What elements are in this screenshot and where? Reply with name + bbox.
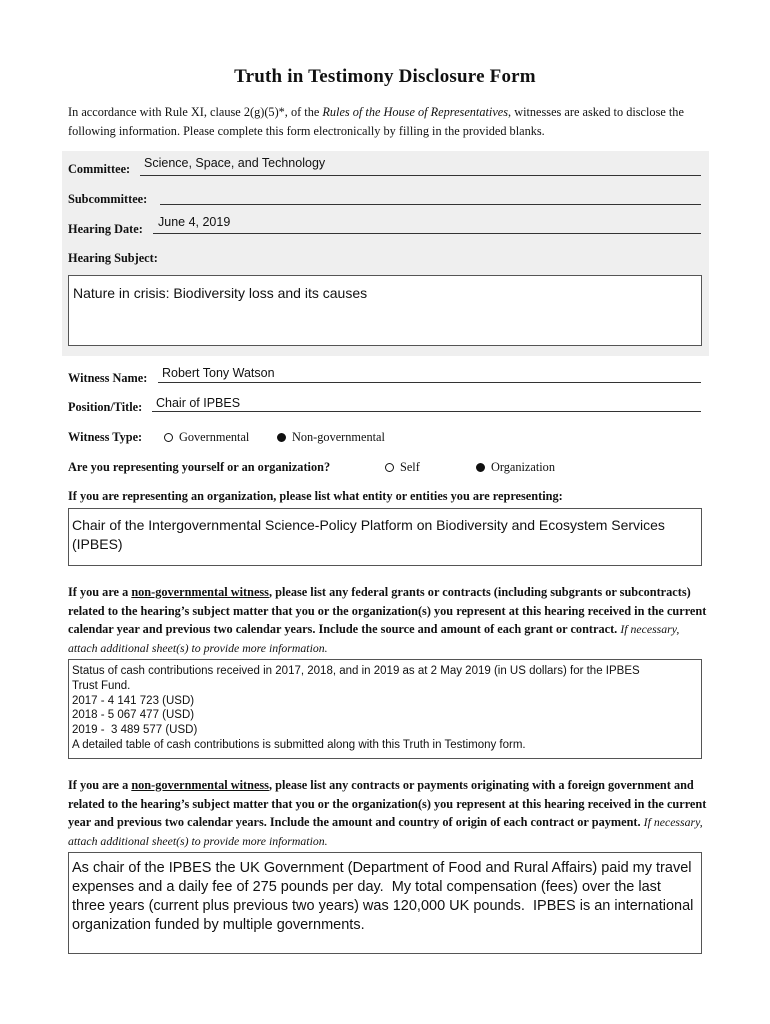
fg-answer-line: 2017 - 4 141 723 (USD) <box>72 694 195 707</box>
witness-name-field[interactable]: Robert Tony Watson <box>162 366 275 380</box>
subcommittee-label: Subcommittee: <box>68 192 148 206</box>
fg-q-body: , please list any federal grants or contracts (including subgrants or subcontracts) related to the hearing’s subject matter that you or the organization(s) you represent at this hearing received in the current calendar year and previous two calendar years. Include the source and amount of each grant or contract. <box>68 585 707 636</box>
position-title-field-underline <box>152 411 701 412</box>
witness-name-field-underline <box>158 382 701 383</box>
radio-unchecked-icon[interactable] <box>164 433 173 442</box>
position-title-field[interactable]: Chair of IPBES <box>156 396 241 410</box>
hearing-date-label: Hearing Date: <box>68 222 143 236</box>
organization-label: Organization <box>491 460 555 474</box>
fp-q-prefix: If you are a <box>68 778 132 792</box>
radio-checked-icon[interactable] <box>277 433 286 442</box>
witness-type-label: Witness Type: <box>68 430 143 444</box>
intro-rules-title: Rules of the House of Representatives <box>322 105 509 119</box>
hearing-subject-label: Hearing Subject: <box>68 251 158 265</box>
fg-answer-line: Trust Fund. <box>72 679 131 692</box>
entities-field[interactable]: Chair of the Intergovernmental Science-Policy Platform on Biodiversity and Ecosystem Services (IPBES) <box>68 508 702 566</box>
fg-q-italic: If necessary, attach additional sheet(s) to provide more information. <box>68 622 680 655</box>
witness-type-non-governmental-option[interactable] <box>277 430 385 445</box>
radio-unchecked-icon[interactable] <box>385 463 394 472</box>
fp-q-underlined: non-governmental witness <box>131 778 269 792</box>
self-label: Self <box>400 460 420 474</box>
fg-answer-line: Status of cash contributions received in 2017, 2018, and in 2019 as at 2 May 2019 (in US dollars) for the IPBES <box>72 665 640 677</box>
fg-q-underlined: non-governmental witness <box>131 585 269 599</box>
fg-answer-line: 2018 - 5 067 477 (USD) <box>72 709 195 722</box>
representing-organization-option[interactable] <box>476 460 555 475</box>
fp-q-italic: If necessary, attach additional sheet(s) to provide more information. <box>68 815 703 848</box>
entities-question: If you are representing an organization, please list what entity or entities you are representing: <box>68 489 563 503</box>
fg-answer-line: A detailed table of cash contributions is submitted along with this Truth in Testimony form. <box>72 738 526 751</box>
committee-label: Committee: <box>68 162 131 176</box>
position-title-label: Position/Title: <box>68 400 143 414</box>
federal-grants-question <box>68 583 708 657</box>
witness-name-label: Witness Name: <box>68 371 148 385</box>
hearing-date-field[interactable]: June 4, 2019 <box>158 215 231 229</box>
foreign-payments-question <box>68 776 708 850</box>
intro-part1: In accordance with Rule XI, clause 2(g)(5)*, of the <box>68 105 323 119</box>
hearing-subject-field[interactable]: Nature in crisis: Biodiversity loss and its causes <box>68 275 702 346</box>
foreign-payments-field[interactable]: As chair of the IPBES the UK Government (Department of Food and Rural Affairs) paid my travel expenses and a daily fee of 275 pounds per day. My total compensation (fees) over the last three years (current plus previous two years) was 120,000 UK pounds. IPBES is an international organization funded by multiple governments. <box>68 852 702 954</box>
representing-question: Are you representing yourself or an organization? <box>68 460 331 474</box>
fg-answer-line: 2019 - 3 489 577 (USD) <box>72 724 198 737</box>
form-title: Truth in Testimony Disclosure Form <box>234 66 536 87</box>
committee-field[interactable]: Science, Space, and Technology <box>144 156 326 170</box>
intro-part2: , witnesses are asked to disclose the following information. Please complete this form electronically by filling in the provided blanks. <box>68 105 684 138</box>
subcommittee-field-underline <box>160 204 701 205</box>
witness-type-governmental-option[interactable] <box>164 430 249 445</box>
fg-q-prefix: If you are a <box>68 585 132 599</box>
non-governmental-label: Non-governmental <box>292 430 385 444</box>
hearing-date-field-underline <box>153 233 701 234</box>
representing-self-option[interactable] <box>385 460 420 475</box>
federal-grants-field[interactable] <box>68 659 702 759</box>
radio-checked-icon[interactable] <box>476 463 485 472</box>
governmental-label: Governmental <box>179 430 250 444</box>
fp-q-body: , please list any contracts or payments originating with a foreign government and related to the hearing’s subject matter that you or the organization(s) you represent at this hearing received in the current year and previous two calendar years. Include the amount and country of origin of each contract or payment. <box>68 778 707 829</box>
intro-text <box>68 103 708 141</box>
committee-field-underline <box>140 175 701 176</box>
